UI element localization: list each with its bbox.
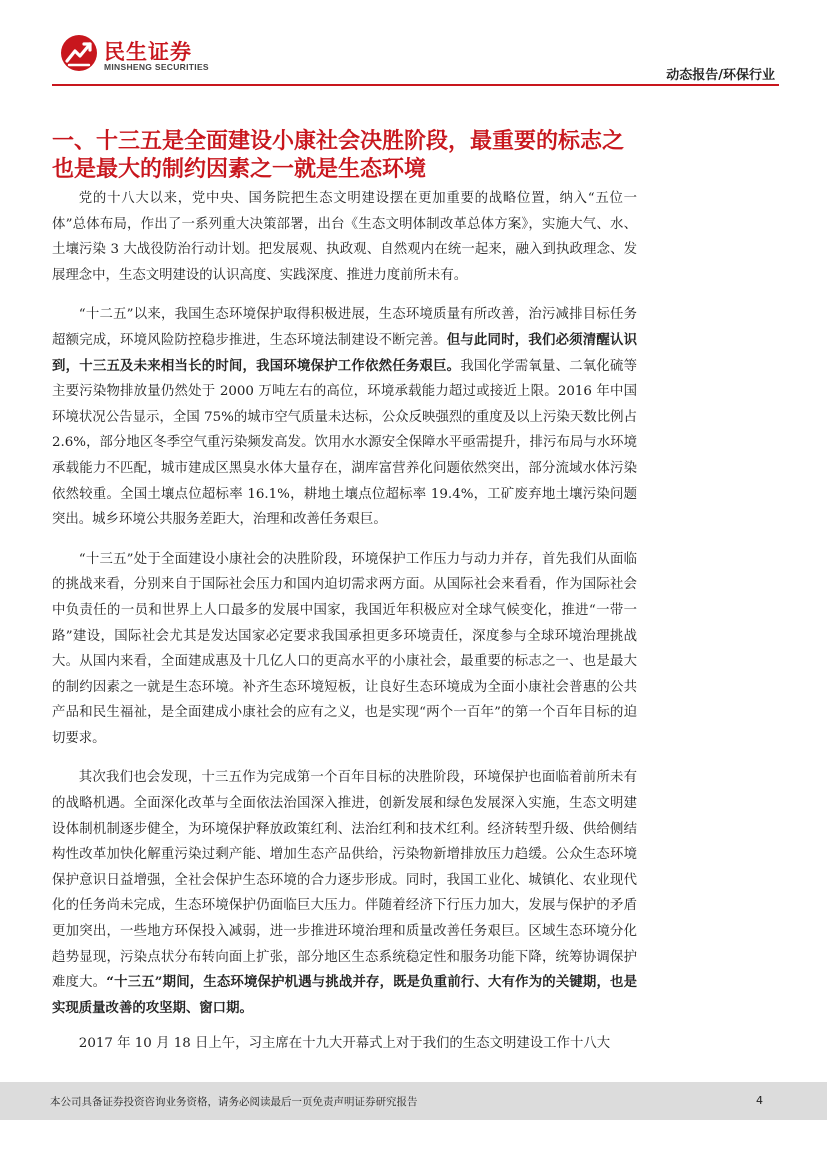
page-footer (0, 1082, 827, 1120)
logo-chinese-name: 民生证券 (104, 40, 192, 64)
report-type-label: 动态报告/环保行业 (666, 68, 775, 83)
company-logo (60, 34, 220, 76)
footer-disclaimer: 本公司具备证券投资咨询业务资格，请务必阅读最后一页免责声明证券研究报告 (50, 1096, 418, 1108)
paragraph-2-intro: “十二五”以来，我国生态环境保护取得积极进展，生态环境质量有所改善，治污减排目标任务超额完成，环境风险防控稳步推进，生态环境法制建设不断完善。 (52, 307, 637, 348)
paragraph-2 (52, 302, 637, 532)
paragraph-2-detail: 我国化学需氧量、二氧化硫等主要污染物排放量仍然处于 2000 万吨左右的高位，环境承载能力超过或接近上限。2016 年中国环境状况公告显示，全国 75%的城市空气质量未达标，公众反映强烈的重度及以上污染天数比例占 2.6%，部分地区冬季空气重污染频发高发。饮用水水源安全保障水平亟需提升，排污布局与水环境承载能力不匹配，城市建成区黑臭水体大量存在，湖库富营养化问题依然突出，部分流域水体污染依然较重。全国土壤点位超标率 16.1%，耕地土壤点位超标率 19.4%，工矿废弃地土壤污染问题突出。城乡环境公共服务差距大，治理和改善任务艰巨。 (52, 358, 638, 528)
paragraph-4-emphasis: “十三五”期间，生态环境保护机遇与挑战并存，既是负重前行、大有作为的关键期，也是实现质量改善的攻坚期、窗口期。 (52, 974, 637, 1016)
paragraph-5: 2017 年 10 月 18 日上午，习主席在十九大开幕式上对于我们的生态文明建设工作十八大 (78, 1036, 611, 1052)
paragraph-3: “十三五”处于全面建设小康社会的决胜阶段，环境保护工作压力与动力并存，首先我们从面临的挑战来看，分别来自于国际社会压力和国内迫切需求两方面。从国际社会来看看，作为国际社会中负责任的一员和世界上人口最多的发展中国家，我国近年积极应对全球气候变化，推进“一带一路”建设，国际社会尤其是发达国家必定要求我国承担更多环境责任，深度参与全球环境治理挑战大。从国内来看，全面建成惠及十几亿人口的更高水平的小康社会，最重要的标志之一、也是最大的制约因素之一就是生态环境。补齐生态环境短板，让良好生态环境成为全面小康社会普惠的公共产品和民生福祉，是全面建成小康社会的应有之义，也是实现“两个一百年”的第一个百年目标的迫切要求。 (52, 551, 637, 746)
paragraph-4 (52, 765, 637, 1021)
logo-english-name: MINSHENG SECURITIES (104, 62, 209, 72)
paragraph-4-body: 其次我们也会发现，十三五作为完成第一个百年目标的决胜阶段，环境保护也面临着前所未有的战略机遇。全面深化改革与全面依法治国深入推进，创新发展和绿色发展深入实施，生态文明建设体制机制逐步健全，为环境保护释放政策红利、法治红利和技术红利。经济转型升级、供给侧结构性改革加快化解重污染过剩产能、增加生态产品供给，污染物新增排放压力趋缓。公众生态环境保护意识日益增强，全社会保护生态环境的合力逐步形成。同时，我国工业化、城镇化、农业现代化的任务尚未完成，生态环境保护仍面临巨大压力。伴随着经济下行压力加大，发展与保护的矛盾更加突出，一些地方环保投入减弱，进一步推进环境治理和质量改善任务艰巨。区域生态环境分化趋势显现，污染点状分布转向面上扩张，部分地区生态系统稳定性和服务功能下降，统筹协调保护难度大。 (52, 770, 637, 991)
report-body (52, 186, 637, 1071)
paragraph-2-emphasis: 但与此同时，我们必须清醒认识到，十三五及未来相当长的时间，我国环境保护工作依然任务艰巨。 (52, 331, 638, 374)
paragraph-1: 党的十八大以来，党中央、国务院把生态文明建设摆在更加重要的战略位置，纳入“五位一体”总体布局，作出了一系列重大决策部署，出台《生态文明体制改革总体方案》，实施大气、水、土壤污染 3 大战役防治行动计划。把发展观、执政观、自然观内在统一起来，融入到执政理念、发展理念中，生态文明建设的认识高度、实践深度、推进力度前所未有。 (52, 191, 637, 283)
header-divider (52, 84, 779, 86)
section-title: 一、十三五是全面建设小康社会决胜阶段，最重要的标志之也是最大的制约因素之一就是生态环境 (52, 129, 625, 182)
minsheng-logo-icon (60, 34, 98, 72)
page-number: 4 (756, 1094, 763, 1107)
